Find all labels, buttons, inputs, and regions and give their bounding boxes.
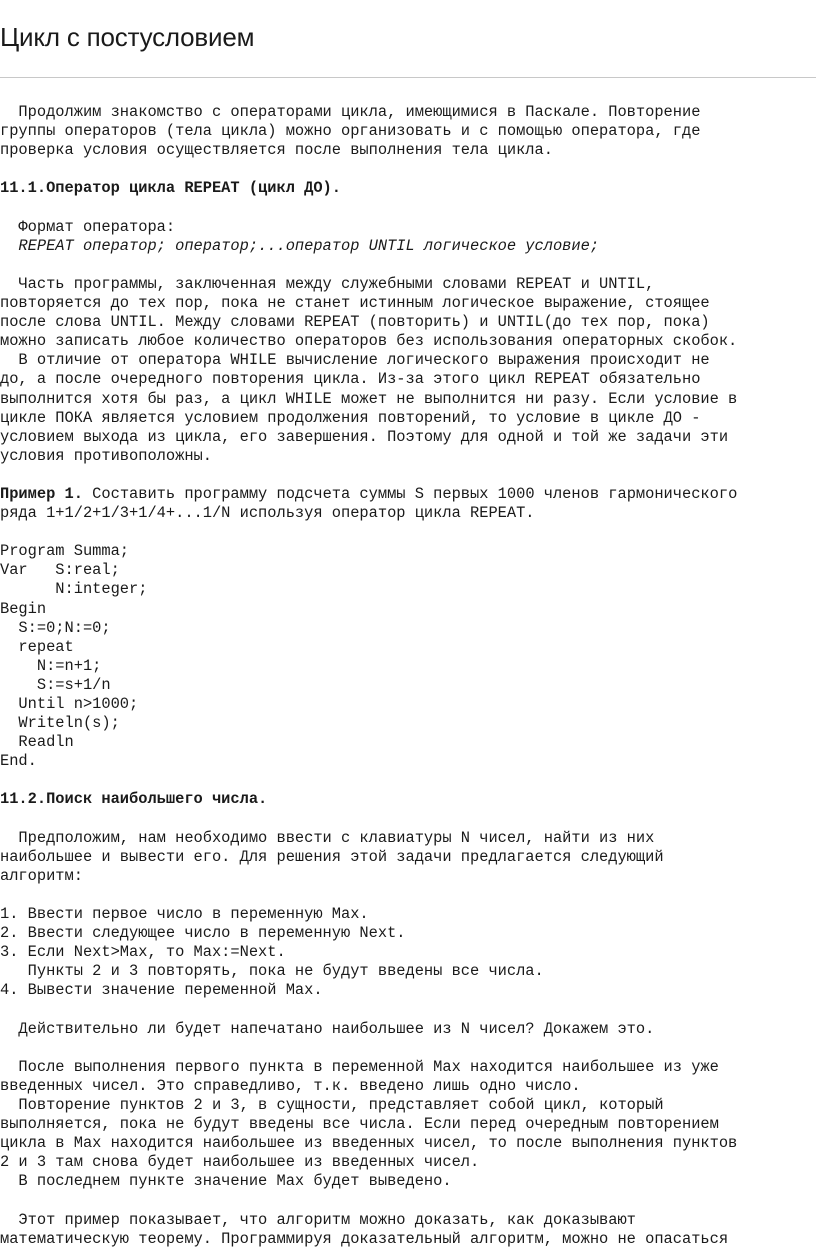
proof-line: введенных чисел. Это справедливо, т.к. введено лишь одно число. xyxy=(0,1076,581,1095)
intro-line: Продолжим знакомство с операторами цикла, имеющимися в Паскале. Повторение xyxy=(0,103,701,122)
code-line: Program Summa; xyxy=(0,542,130,561)
example-task-line: ряда 1+1/2+1/3+1/4+...1/N используя оператор цикла REPEAT. xyxy=(0,504,535,523)
repeat-paragraph-line: Часть программы, заключенная между служебными словами REPEAT и UNTIL, xyxy=(0,274,655,293)
proof-line: 2 и 3 там снова будет наибольшее из введенных чисел. xyxy=(0,1153,480,1172)
code-line: Readln xyxy=(0,733,74,752)
code-line: N:=n+1; xyxy=(0,656,102,675)
repeat-paragraph-line: выполнится хотя бы раз, а цикл WHILE может не выполнится ни разу. Если условие в xyxy=(0,389,738,408)
format-label: Формат оператора: xyxy=(0,217,176,236)
section-heading-repeat: 11.1.Оператор цикла REPEAT (цикл ДО). xyxy=(0,179,341,198)
code-line: Until n>1000; xyxy=(0,695,139,713)
closing-line: математическую теорему. Программируя доказательный алгоритм, можно не опасаться xyxy=(0,1229,729,1248)
list-item: 1. Ввести первое число в переменную Max. xyxy=(0,905,369,924)
code-line: S:=0;N:=0; xyxy=(0,618,111,637)
title-divider xyxy=(0,77,816,78)
list-item: 2. Ввести следующее число в переменную Next. xyxy=(0,924,406,943)
document-body xyxy=(0,84,816,1249)
proof-line: цикла в Max находится наибольшее из введенных чисел, то после выполнения пунктов xyxy=(0,1134,738,1153)
code-listing xyxy=(0,542,816,771)
max-paragraph-line: алгоритм: xyxy=(0,866,83,885)
page-title: Цикл с постусловием xyxy=(0,22,255,52)
repeat-paragraph-line: до, а после очередного повторения цикла. Из-за этого цикл REPEAT обязательно xyxy=(0,370,701,389)
repeat-paragraph-line: условия противоположны. xyxy=(0,446,212,465)
code-line: Var S:real; xyxy=(0,561,120,580)
proof-line: После выполнения первого пункта в переменной Max находится наибольшее из уже xyxy=(0,1057,719,1076)
section-heading-max: 11.2.Поиск наибольшего числа. xyxy=(0,790,268,809)
repeat-paragraph-line: после слова UNTIL. Между словами REPEAT (повторить) и UNTIL(до тех пор, пока) xyxy=(0,313,710,332)
repeat-paragraph-line: повторяется до тех пор, пока не станет истинным логическое выражение, стоящее xyxy=(0,294,710,313)
algorithm-steps xyxy=(0,905,816,1000)
repeat-paragraph-line: можно записать любое количество операторов без использования операторных скобок. xyxy=(0,332,738,351)
example-label: Пример 1. xyxy=(0,484,83,503)
code-line: Writeln(s); xyxy=(0,714,120,733)
code-line: repeat xyxy=(0,637,74,656)
proof-line: выполняется, пока не будут введены все числа. Если перед очередным повторением xyxy=(0,1115,719,1134)
repeat-paragraph-line: условием выхода из цикла, его завершения. Поэтому для одной и той же задачи эти xyxy=(0,427,729,446)
code-line: End. xyxy=(0,752,37,771)
example-task xyxy=(0,485,816,504)
list-item: Пункты 2 и 3 повторять, пока не будут введены все числа. xyxy=(0,962,544,981)
example-text: Составить программу подсчета суммы S первых 1000 членов гармонического xyxy=(82,484,738,503)
question-line: Действительно ли будет напечатано наибольшее из N чисел? Докажем это. xyxy=(0,1019,655,1038)
code-line: S:=s+1/n xyxy=(0,675,111,694)
proof-line: В последнем пункте значение Max будет выведено. xyxy=(0,1172,452,1191)
closing-line: Этот пример показывает, что алгоритм можно доказать, как доказывают xyxy=(0,1210,636,1229)
max-paragraph-line: Предположим, нам необходимо ввести с клавиатуры N чисел, найти из них xyxy=(0,828,655,847)
max-paragraph-line: наибольшее и вывести его. Для решения этой задачи предлагается следующий xyxy=(0,847,664,866)
code-line: N:integer; xyxy=(0,580,148,599)
intro-line: группы операторов (тела цикла) можно организовать и с помощью оператора, где xyxy=(0,122,701,141)
list-item: 4. Вывести значение переменной Max. xyxy=(0,981,323,1000)
code-line: Begin xyxy=(0,599,47,618)
intro-line: проверка условия осуществляется после выполнения тела цикла. xyxy=(0,141,553,160)
list-item: 3. Если Next>Max, то Max:=Next. xyxy=(0,943,286,962)
repeat-paragraph-line: В отличие от оператора WHILE вычисление логического выражения происходит не xyxy=(0,351,710,370)
proof-line: Повторение пунктов 2 и 3, в сущности, представляет собой цикл, который xyxy=(0,1095,664,1114)
format-syntax: REPEAT оператор; оператор;...оператор UNTIL логическое условие; xyxy=(0,236,600,255)
repeat-paragraph-line: цикле ПОКА является условием продолжения повторений, то условие в цикле ДО - xyxy=(0,408,701,427)
